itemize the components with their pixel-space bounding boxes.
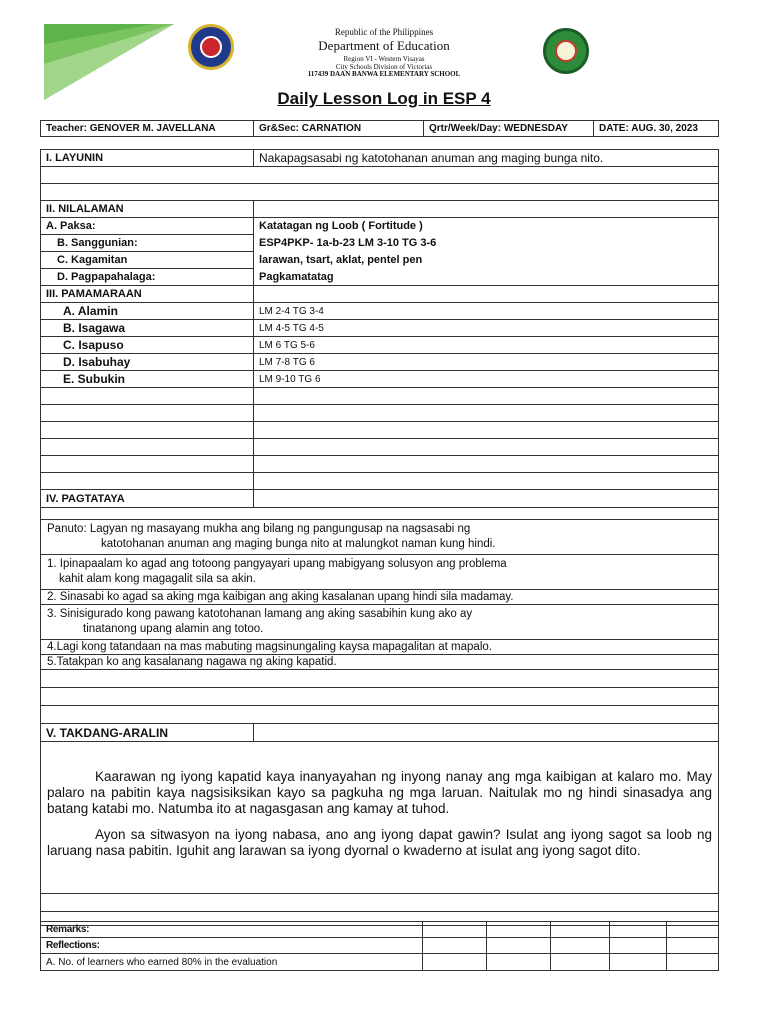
blank-row [41,508,719,520]
sanggunian-value: ESP4PKP- 1a-b-23 LM 3-10 TG 3-6 [254,235,719,252]
item-3-line-1: 3. Sinisigurado kong pawang katotohanan lamang ang aking sasabihin kung ako ay [47,608,473,620]
reflections-label: Reflections: [41,938,423,954]
panuto-line-2: katotohanan anuman ang maging bunga nito at malungkot naman kung hindi. [101,538,496,550]
blank-cell [254,490,719,508]
isagawa-value: LM 4-5 TG 4-5 [254,320,719,337]
kagamitan-label: C. Kagamitan [41,252,254,269]
blank-cell [41,405,254,422]
region-text: Region VI - Western Visayas [343,55,425,63]
item-3-line-2: tinatanong upang alamin ang totoo. [83,623,264,635]
blank-cell [41,473,254,490]
item-1-line-2: kahit alam kong magagalit sila sa akin. [59,573,256,585]
blank-cell [254,473,719,490]
department-text: Department of Education [318,38,450,53]
blank-cell [254,456,719,473]
blank-row [41,184,719,201]
blank-cell [551,938,610,954]
school-seal-logo [543,28,589,74]
pagpapahalaga-value: Pagkamatatag [254,269,719,286]
blank-cell [254,439,719,456]
green-corner-decoration [44,24,174,100]
isagawa-label: B. Isagawa [41,320,254,337]
alamin-value: LM 2-4 TG 3-4 [254,303,719,320]
school-text: 117439 DAAN BANWA ELEMENTARY SCHOOL [307,70,461,78]
blank-cell [667,938,719,954]
date-cell: DATE: AUG. 30, 2023 [594,121,719,137]
blank-cell [667,954,719,971]
blank-cell [487,938,551,954]
subukin-value: LM 9-10 TG 6 [254,371,719,388]
subukin-label: E. Subukin [41,371,254,388]
takdang-content [41,742,719,894]
paksa-value: Katatagan ng Loob ( Fortitude ) [254,218,719,235]
blank-cell [254,388,719,405]
blank-cell [254,286,719,303]
blank-cell [423,922,487,938]
blank-cell [610,938,667,954]
teacher-info-table [40,120,719,137]
blank-cell [551,922,610,938]
pagtataya-item-3 [41,605,719,640]
republic-text: Republic of the Philippines [334,27,434,37]
blank-cell [423,954,487,971]
blank-cell [41,422,254,439]
blank-row [41,167,719,184]
alamin-label: A. Alamin [41,303,254,320]
takdang-label: V. TAKDANG-ARALIN [41,724,254,742]
reflection-item-a: A. No. of learners who earned 80% in the evaluation [41,954,423,971]
blank-row [41,894,719,912]
takdang-paragraph-2: Ayon sa sitwasyon na iyong nabasa, ano ang iyong dapat gawin? Isulat ang iyong sagot sa loob ng laruang nasa pabitin. Iguhit ang larawan sa iyong dyornal o kwaderno at isulat ang iyong sagot dito. [47,826,712,858]
blank-cell [254,724,719,742]
pagtataya-item-4: 4.Lagi kong tatandaan na mas mabuting magsinungaling kaysa mapagalitan at mapalo. [41,640,719,655]
pagtataya-item-1 [41,555,719,590]
teacher-cell: Teacher: GENOVER M. JAVELLANA [41,121,254,137]
isabuhay-value: LM 7-8 TG 6 [254,354,719,371]
remarks-table [40,921,719,971]
blank-cell [610,954,667,971]
isabuhay-label: D. Isabuhay [41,354,254,371]
pagpapahalaga-label: D. Pagpapahalaga: [41,269,254,286]
panuto-line-1: Panuto: Lagyan ng masayang mukha ang bilang ng pangungusap na nagsasabi ng [47,523,471,535]
kagamitan-value: larawan, tsart, aklat, pentel pen [254,252,719,269]
isapuso-value: LM 6 TG 5-6 [254,337,719,354]
isapuso-label: C. Isapuso [41,337,254,354]
blank-cell [487,922,551,938]
layunin-value: Nakapagsasabi ng katotohanan anuman ang maging bunga nito. [254,150,719,167]
pagtataya-label: IV. PAGTATAYA [41,490,254,508]
grsec-cell: Gr&Sec: CARNATION [254,121,424,137]
blank-cell [41,388,254,405]
page-title: Daily Lesson Log in ESP 4 [277,89,491,108]
blank-row [41,670,719,688]
qtr-cell: Qrtr/Week/Day: WEDNESDAY [424,121,594,137]
division-text: City Schools Division of Victorias [335,63,433,71]
pagtataya-item-2: 2. Sinasabi ko agad sa aking mga kaibigan ang aking kasalanan upang hindi sila madamay. [41,590,719,605]
blank-cell [487,954,551,971]
takdang-paragraph-1: Kaarawan ng iyong kapatid kaya inanyayahan ng inyong nanay ang mga kaibigan at kalaro mo. May palaro na pabitin kaya nagsisiksikan kayo sa pagkuha ng mga laruan. Naitulak mo ng hindi sinasadya ang batang katabi mo. Natumba ito at nagasgasan ang kamay at tuhod. [47,768,712,816]
blank-cell [254,201,719,218]
remarks-label: Remarks: [41,922,423,938]
blank-cell [551,954,610,971]
pagtataya-item-5: 5.Tatakpan ko ang kasalanang nagawa ng aking kapatid. [41,655,719,670]
paksa-label: A. Paksa: [41,218,254,235]
blank-cell [41,456,254,473]
blank-cell [610,922,667,938]
blank-cell [423,938,487,954]
blank-cell [41,439,254,456]
blank-row [41,706,719,724]
lesson-log-table [40,149,719,926]
panuto-cell [41,520,719,555]
deped-seal-logo [188,24,234,70]
blank-cell [254,405,719,422]
pamamaraan-label: III. PAMAMARAAN [41,286,254,303]
nilalaman-label: II. NILALAMAN [41,201,254,218]
item-1-line-1: 1. Ipinapaalam ko agad ang totoong pangyayari upang mabigyang solusyon ang problema [47,558,507,570]
blank-cell [254,422,719,439]
blank-cell [667,922,719,938]
layunin-label: I. LAYUNIN [41,150,254,167]
sanggunian-label: B. Sanggunian: [41,235,254,252]
blank-row [41,688,719,706]
